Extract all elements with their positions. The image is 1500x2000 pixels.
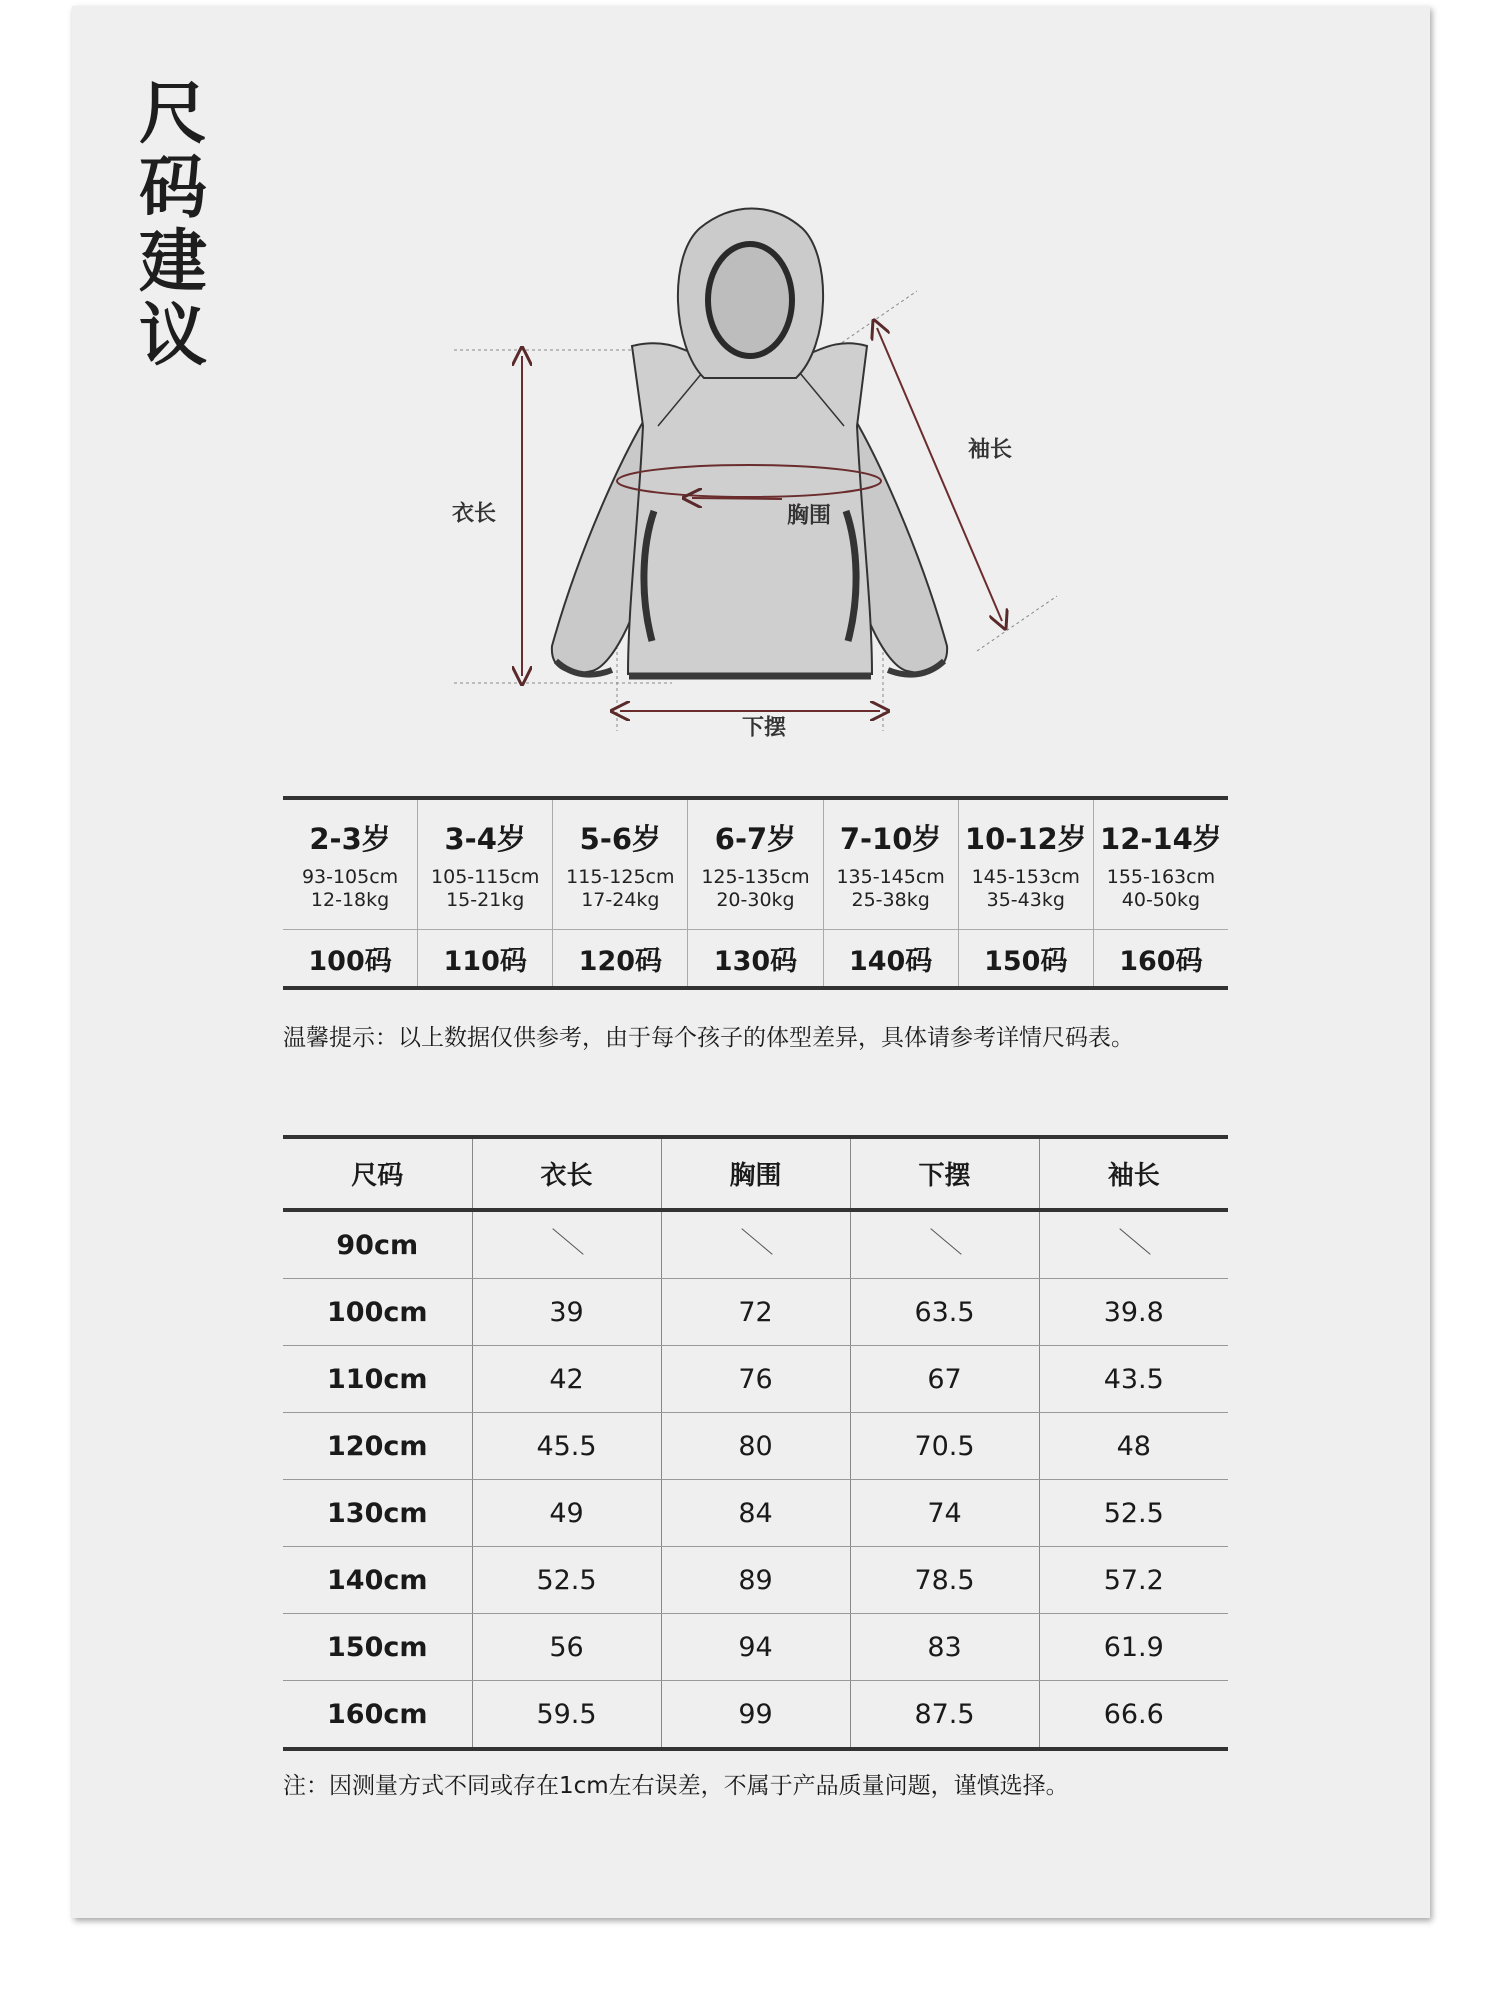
age-column	[1093, 800, 1228, 929]
sleeve-cell: 66.6	[1039, 1681, 1228, 1750]
title-char: 议	[138, 297, 207, 376]
table-row	[283, 1614, 1228, 1681]
age-range: 2-3岁	[309, 822, 391, 856]
age-column	[283, 800, 417, 929]
chest-cell: 99	[661, 1681, 850, 1750]
age-column	[417, 800, 552, 929]
age-range: 3-4岁	[444, 822, 526, 856]
height-range: 115-125cm	[566, 866, 675, 888]
chest-cell: 84	[661, 1480, 850, 1547]
size-code-cell	[687, 930, 822, 986]
weight-range: 25-38kg	[851, 889, 930, 911]
length-cell: 45.5	[472, 1413, 661, 1480]
size-code-cell	[958, 930, 1093, 986]
size-cell: 150cm	[283, 1614, 472, 1681]
size-cell: 100cm	[283, 1279, 472, 1346]
label-length: 衣长	[451, 501, 497, 527]
chest-cell: 94	[661, 1614, 850, 1681]
title-char: 建	[138, 223, 207, 302]
hem-cell: 63.5	[850, 1279, 1039, 1346]
length-cell: 52.5	[472, 1547, 661, 1614]
slash-mark	[929, 1226, 961, 1258]
slash-mark	[740, 1226, 772, 1258]
size-code: 150码	[984, 945, 1068, 977]
weight-range: 35-43kg	[986, 889, 1065, 911]
empty-cell	[1039, 1210, 1228, 1279]
size-code-cell	[417, 930, 552, 986]
table-row	[283, 1480, 1228, 1547]
hem-cell: 87.5	[850, 1681, 1039, 1750]
table-row	[283, 1413, 1228, 1480]
slash-mark	[1118, 1226, 1150, 1258]
hem-cell: 67	[850, 1346, 1039, 1413]
slash-mark	[551, 1226, 583, 1258]
size-measurement-table	[283, 1135, 1228, 1751]
length-cell: 59.5	[472, 1681, 661, 1750]
age-column	[958, 800, 1093, 929]
table-row	[283, 1346, 1228, 1413]
empty-cell	[850, 1210, 1039, 1279]
title-char: 码	[138, 149, 207, 228]
hem-cell: 74	[850, 1480, 1039, 1547]
hem-cell: 83	[850, 1614, 1039, 1681]
size-cell: 140cm	[283, 1547, 472, 1614]
size-code: 100码	[308, 945, 392, 977]
weight-range: 15-21kg	[446, 889, 525, 911]
size-guide-sheet	[72, 6, 1430, 1918]
size-code-row	[283, 930, 1228, 986]
empty-cell	[472, 1210, 661, 1279]
size-cell: 110cm	[283, 1346, 472, 1413]
hem-cell: 70.5	[850, 1413, 1039, 1480]
title-char: 尺	[138, 75, 207, 154]
chest-cell: 72	[661, 1279, 850, 1346]
weight-range: 40-50kg	[1121, 889, 1201, 911]
age-range: 10-12岁	[964, 822, 1087, 856]
size-code-cell	[1093, 930, 1228, 986]
age-row	[283, 800, 1228, 930]
sleeve-cell: 43.5	[1039, 1346, 1228, 1413]
size-code-cell	[283, 930, 417, 986]
size-code-cell	[552, 930, 687, 986]
size-cell: 120cm	[283, 1413, 472, 1480]
chest-cell: 89	[661, 1547, 850, 1614]
header-sleeve: 袖长	[1039, 1137, 1228, 1210]
height-range: 155-163cm	[1106, 866, 1216, 888]
header-chest: 胸围	[661, 1137, 850, 1210]
size-code: 140码	[848, 945, 933, 977]
length-cell: 42	[472, 1346, 661, 1413]
age-column	[823, 800, 958, 929]
label-chest: 胸围	[786, 503, 832, 529]
empty-cell	[661, 1210, 850, 1279]
age-size-recommendation-table	[283, 796, 1228, 990]
chest-cell: 80	[661, 1413, 850, 1480]
header-hem: 下摆	[850, 1137, 1039, 1210]
age-range: 6-7岁	[714, 822, 797, 856]
table-row	[283, 1547, 1228, 1614]
sleeve-cell: 61.9	[1039, 1614, 1228, 1681]
sleeve-cell: 57.2	[1039, 1547, 1228, 1614]
hoodie-illustration	[72, 6, 1430, 766]
age-range: 12-14岁	[1100, 822, 1222, 856]
length-cell: 39	[472, 1279, 661, 1346]
weight-range: 12-18kg	[310, 889, 390, 911]
label-sleeve: 袖长	[967, 437, 1013, 463]
sleeve-cell: 39.8	[1039, 1279, 1228, 1346]
measurement-note: 注：因测量方式不同或存在1cm左右误差，不属于产品质量问题，谨慎选择。	[283, 1773, 1069, 1799]
height-range: 105-115cm	[431, 866, 540, 888]
chest-cell: 76	[661, 1346, 850, 1413]
height-range: 135-145cm	[836, 866, 945, 888]
age-range: 7-10岁	[839, 822, 942, 856]
label-hem: 下摆	[741, 715, 787, 741]
size-code: 130码	[713, 945, 798, 977]
hem-cell: 78.5	[850, 1547, 1039, 1614]
height-range: 125-135cm	[701, 866, 810, 888]
size-cell: 160cm	[327, 1698, 428, 1730]
age-range: 5-6岁	[579, 822, 662, 856]
height-range: 93-105cm	[301, 866, 399, 888]
hoodie-measurement-diagram	[72, 6, 1430, 766]
table-row	[283, 1210, 1228, 1279]
weight-range: 20-30kg	[716, 889, 795, 911]
age-column	[552, 800, 687, 929]
size-code: 160码	[1119, 945, 1203, 977]
reference-tip: 温馨提示：以上数据仅供参考，由于每个孩子的体型差异，具体请参考详情尺码表。	[283, 1025, 1134, 1051]
length-cell: 56	[472, 1614, 661, 1681]
size-cell: 90cm	[283, 1210, 472, 1279]
length-cell: 49	[472, 1480, 661, 1547]
header-length: 衣长	[472, 1137, 661, 1210]
size-code-cell	[823, 930, 958, 986]
sleeve-cell: 52.5	[1039, 1480, 1228, 1547]
table-header-row	[283, 1137, 1228, 1210]
size-code: 120码	[578, 945, 663, 977]
height-range: 145-153cm	[971, 866, 1080, 888]
weight-range: 17-24kg	[581, 889, 660, 911]
table-row	[283, 1279, 1228, 1346]
size-cell: 130cm	[283, 1480, 472, 1547]
age-column	[687, 800, 822, 929]
sleeve-cell: 48	[1039, 1413, 1228, 1480]
size-code: 110码	[443, 945, 527, 977]
header-size: 尺码	[283, 1137, 472, 1210]
table-row	[283, 1681, 1228, 1750]
